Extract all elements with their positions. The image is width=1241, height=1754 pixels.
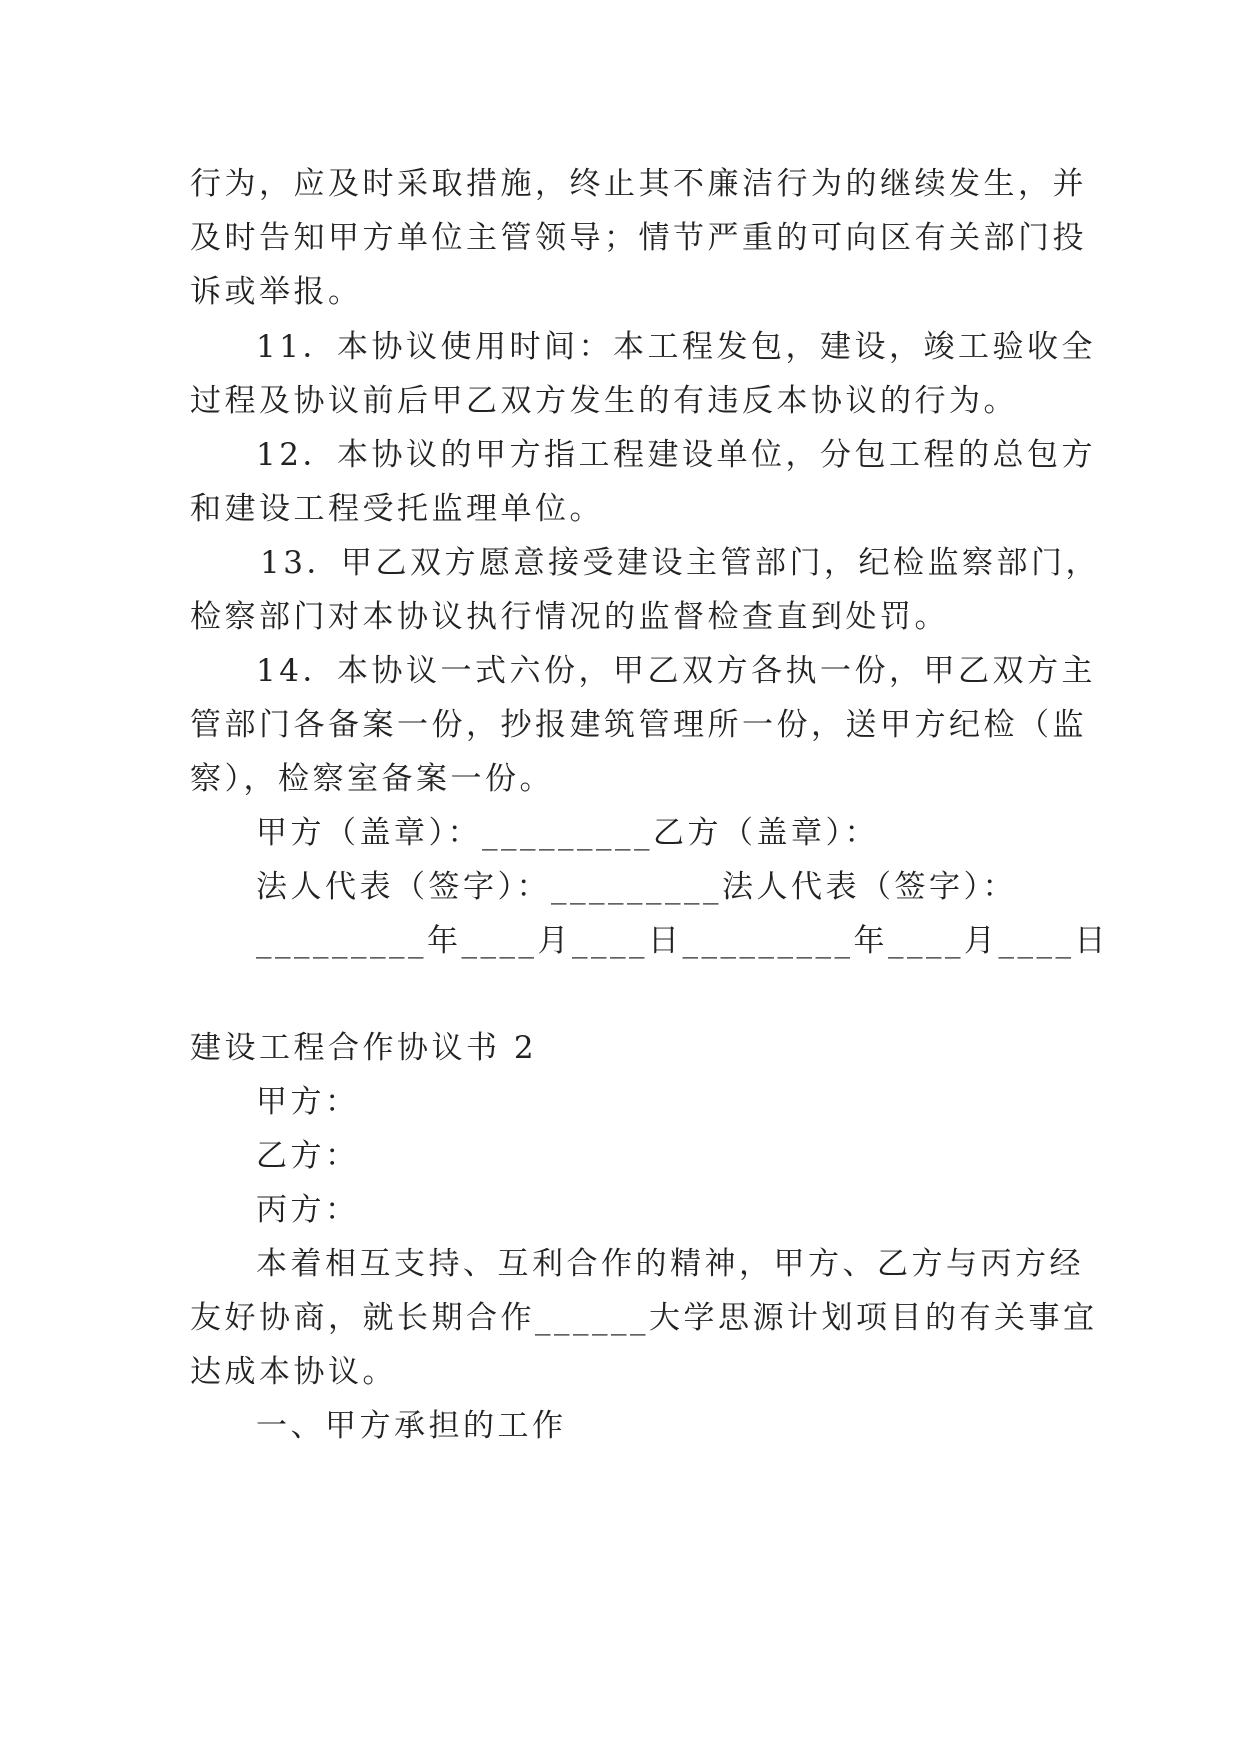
paragraph-line: 和建设工程受托监理单位。 [190, 491, 604, 527]
paragraph-line: 达成本协议。 [190, 1354, 397, 1390]
clause-12-line: 12．本协议的甲方指工程建设单位，分包工程的总包方 [256, 437, 1096, 473]
date-line: _________年____月____日_________年____月____日 [256, 923, 1109, 959]
party-a-seal-line: 甲方（盖章）：_________乙方（盖章）： [256, 815, 879, 851]
legal-representative-line: 法人代表（签字）：_________法人代表（签字）： [256, 869, 1017, 905]
paragraph-line: 过程及协议前后甲乙双方发生的有违反本协议的行为。 [190, 383, 1018, 419]
paragraph-line: 管部门各备案一份，抄报建筑管理所一份，送甲方纪检（监 [190, 707, 1087, 743]
paragraph-line: 诉或举报。 [190, 274, 363, 310]
paragraph-line: 友好协商，就长期合作______大学思源计划项目的有关事宜 [190, 1300, 1098, 1336]
clause-14-line: 14．本协议一式六份，甲乙双方各执一份，甲乙双方主 [256, 653, 1096, 689]
clause-11-line: 11．本协议使用时间：本工程发包，建设，竣工验收全 [256, 329, 1096, 365]
paragraph-line: 察），检察室备案一份。 [190, 761, 554, 797]
section-title: 建设工程合作协议书 2 [190, 1030, 538, 1066]
clause-13-line: 13．甲乙双方愿意接受建设主管部门，纪检监察部门， [260, 545, 1100, 581]
paragraph-line: 及时告知甲方单位主管领导；情节严重的可向区有关部门投 [190, 220, 1087, 256]
paragraph-line: 检察部门对本协议执行情况的监督检查直到处罚。 [190, 599, 949, 635]
section-heading: 一、甲方承担的工作 [256, 1408, 567, 1444]
party-c-label: 丙方： [256, 1192, 360, 1228]
party-a-label: 甲方： [256, 1084, 360, 1120]
party-b-label: 乙方： [256, 1138, 360, 1174]
paragraph-line: 本着相互支持、互利合作的精神，甲方、乙方与丙方经 [256, 1246, 1084, 1282]
paragraph-line: 行为，应及时采取措施，终止其不廉洁行为的继续发生，并 [190, 166, 1087, 202]
